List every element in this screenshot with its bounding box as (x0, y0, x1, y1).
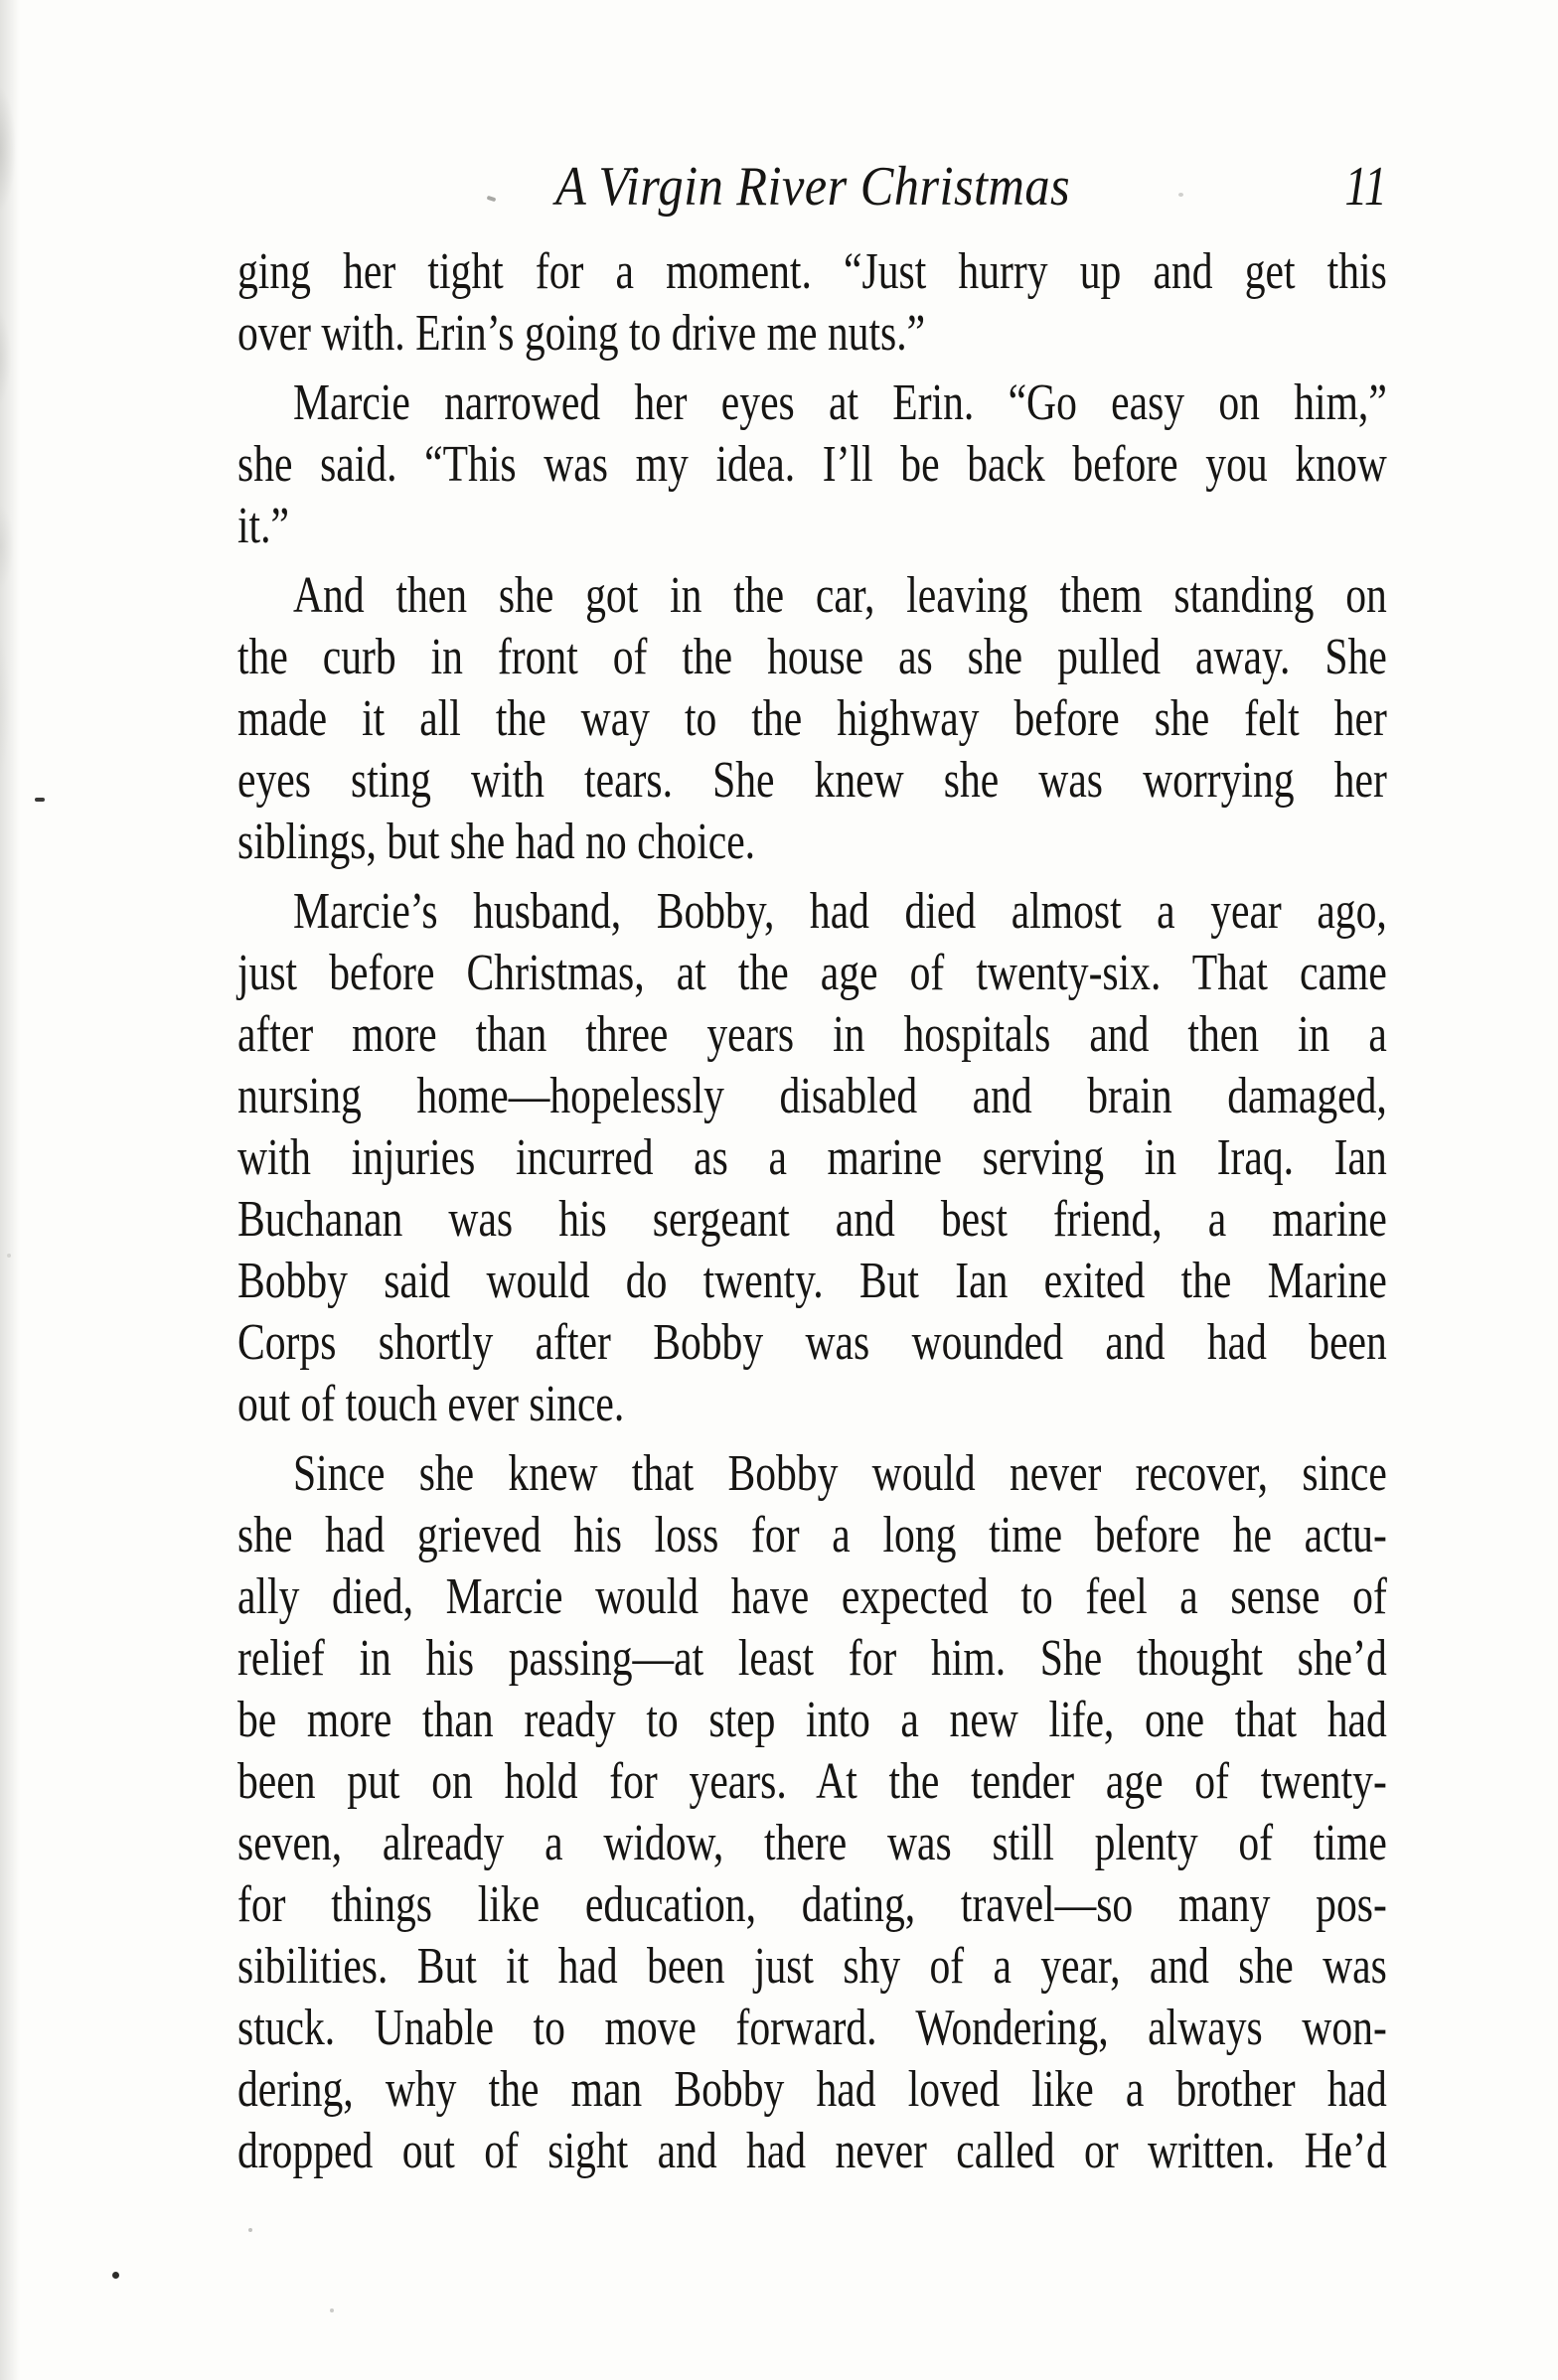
text-line: Bobby said would do twenty. But Ian exited the Marine (237, 1253, 1387, 1309)
text-line: relief in his passing—at least for him. She thought she’d (237, 1630, 1387, 1687)
text-line: she had grieved his loss for a long time before he actu- (237, 1507, 1387, 1563)
text-line: seven, already a widow, there was still plenty of time (237, 1815, 1387, 1871)
page-body (237, 241, 1387, 2182)
paragraph (237, 565, 1387, 873)
text-line: ging her tight for a moment. “Just hurry up and get this (237, 243, 1387, 300)
scan-speck (7, 1254, 11, 1258)
running-header (237, 155, 1387, 221)
text-line: made it all the way to the highway before she felt her (237, 690, 1387, 747)
paragraph (237, 1443, 1387, 2182)
text-line: with injuries incurred as a marine serving in Iraq. Ian (237, 1129, 1387, 1186)
text-line: Marcie’s husband, Bobby, had died almost a year ago, (293, 883, 1387, 940)
paragraph (237, 881, 1387, 1435)
text-line: dropped out of sight and had never called or written. He’d (237, 2123, 1387, 2179)
text-line: been put on hold for years. At the tender age of twenty- (237, 1753, 1387, 1810)
scan-speck (248, 2228, 252, 2232)
text-line: be more than ready to step into a new life, one that had (237, 1692, 1387, 1748)
scan-speck (330, 2308, 334, 2312)
page-number: 11 (1344, 156, 1387, 218)
text-line: ally died, Marcie would have expected to feel a sense of (237, 1568, 1387, 1625)
paragraph (237, 241, 1387, 365)
text-line: nursing home—hopelessly disabled and brain damaged, (237, 1068, 1387, 1124)
text-line: just before Christmas, at the age of twenty-six. That came (237, 945, 1387, 1001)
scan-edge-blotch (0, 30, 34, 785)
text-line: And then she got in the car, leaving them standing on (293, 567, 1387, 624)
text-line: for things like education, dating, travel—so many pos- (237, 1876, 1387, 1933)
text-line: stuck. Unable to move forward. Wondering, always won- (237, 2000, 1387, 2056)
scan-speck (112, 2272, 119, 2279)
text-line: Buchanan was his sergeant and best friend, a marine (237, 1191, 1387, 1248)
text-line: after more than three years in hospitals and then in a (237, 1006, 1387, 1063)
paragraph (237, 372, 1387, 557)
text-line: Since she knew that Bobby would never recover, since (293, 1445, 1387, 1502)
text-line: siblings, but she had no choice. (237, 814, 756, 870)
text-line: sibilities. But it had been just shy of a year, and she was (237, 1938, 1387, 1995)
text-line: Corps shortly after Bobby was wounded and had been (237, 1314, 1387, 1371)
scan-speck (1178, 193, 1183, 197)
running-header-title: A Virgin River Christmas (554, 156, 1070, 218)
text-line: eyes sting with tears. She knew she was worrying her (237, 752, 1387, 809)
text-line: out of touch ever since. (237, 1376, 625, 1432)
scan-speck (35, 798, 45, 802)
text-line: Marcie narrowed her eyes at Erin. “Go easy on him,” (293, 374, 1387, 431)
text-line: dering, why the man Bobby had loved like a brother had (237, 2061, 1387, 2118)
text-line: she said. “This was my idea. I’ll be back before you know (237, 436, 1387, 493)
text-line: over with. Erin’s going to drive me nuts.” (237, 305, 926, 362)
text-line: it.” (237, 498, 289, 554)
text-line: the curb in front of the house as she pulled away. She (237, 629, 1387, 685)
